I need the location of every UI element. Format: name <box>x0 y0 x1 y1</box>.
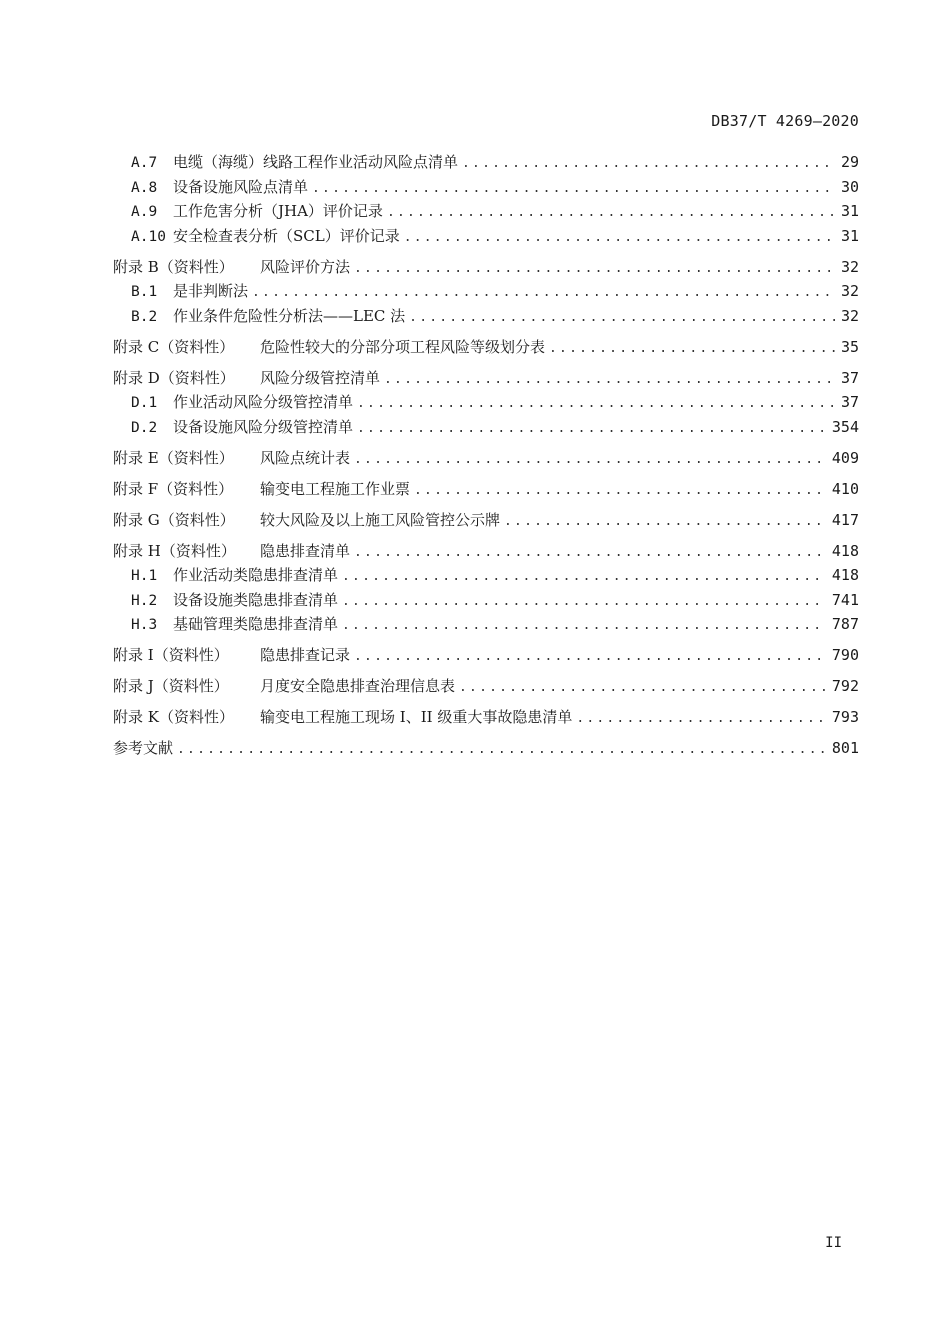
toc-entry-number: A.7 <box>131 155 158 171</box>
toc-entry-number: A.9 <box>131 204 158 220</box>
toc-page-number: 417 <box>831 510 859 529</box>
dot-leader <box>576 707 826 732</box>
toc-subentry[interactable] <box>113 612 859 637</box>
toc-appendix-entry[interactable] <box>113 508 859 533</box>
toc-page-number: 787 <box>831 615 859 633</box>
toc-entry-title: 隐患排查清单 <box>260 541 351 560</box>
toc-entry-title: 作业条件危险性分析法——LEC 法 <box>173 306 406 325</box>
toc-entry-heading <box>131 390 353 416</box>
toc-entry-title: 输变电工程施工现场 I、II 级重大事故隐患清单 <box>260 708 573 726</box>
toc-page-number: 790 <box>831 646 859 664</box>
toc-entry-title: 设备设施风险分级管控清单 <box>173 417 354 436</box>
toc-subentry[interactable] <box>113 199 859 224</box>
toc-entry-heading <box>113 477 410 502</box>
toc-page-number: 410 <box>831 479 859 498</box>
dot-leader <box>252 281 835 306</box>
dot-leader <box>354 257 835 282</box>
toc-appendix-label: 附录 B（资料性） <box>113 257 234 276</box>
toc-page-number: 31 <box>840 202 859 220</box>
toc-entry-title: 设备设施类隐患排查清单 <box>173 590 339 609</box>
toc-entry-title: 风险分级管控清单 <box>260 368 381 387</box>
toc-appendix-label: 附录 H（资料性） <box>113 541 236 560</box>
toc-appendix-entry[interactable] <box>113 446 859 471</box>
toc-entry-heading <box>131 612 338 638</box>
toc-entry-number: H.1 <box>131 568 158 584</box>
toc-entry-heading <box>131 563 338 589</box>
dot-leader <box>504 510 826 535</box>
toc-entry-number: B.2 <box>131 308 158 325</box>
toc-entry-number: H.3 <box>131 617 158 633</box>
toc-entry-title: 月度安全隐患排查治理信息表 <box>260 677 456 695</box>
toc-entry-heading <box>113 643 350 668</box>
page-number-footer: II <box>825 1235 842 1251</box>
toc-entry-heading <box>113 366 380 391</box>
toc-page-number: 37 <box>840 368 859 387</box>
toc-subentry[interactable] <box>113 279 859 304</box>
toc-page-number: 32 <box>840 282 859 300</box>
dot-leader <box>414 479 826 504</box>
toc-subentry[interactable] <box>113 588 859 613</box>
toc-page-number: 741 <box>831 590 859 609</box>
toc-entry-heading <box>113 705 572 730</box>
dot-leader <box>342 565 826 590</box>
toc-page-number: 801 <box>831 739 859 757</box>
toc-entry-title: 输变电工程施工作业票 <box>260 479 411 498</box>
toc-entry-heading <box>113 539 350 564</box>
toc-subentry[interactable] <box>113 390 859 415</box>
dot-leader <box>404 226 835 251</box>
dot-leader <box>312 177 835 202</box>
toc-entry-title: 风险点统计表 <box>260 448 351 467</box>
toc-entry-heading <box>113 446 350 471</box>
toc-subentry[interactable] <box>113 415 859 440</box>
toc-appendix-label: 附录 G（资料性） <box>113 510 235 529</box>
toc-appendix-entry[interactable] <box>113 366 859 391</box>
toc-appendix-entry[interactable] <box>113 643 859 668</box>
dot-leader <box>462 152 835 177</box>
toc-entry-number: D.2 <box>131 419 158 436</box>
toc-appendix-entry[interactable] <box>113 674 859 699</box>
toc-entry-title: 安全检查表分析（SCL）评价记录 <box>173 226 400 245</box>
dot-leader <box>354 645 826 670</box>
toc-appendix-entry[interactable] <box>113 705 859 730</box>
toc-entry-heading <box>131 588 338 614</box>
toc-entry-heading <box>113 255 350 280</box>
toc-page-number: 35 <box>840 337 859 356</box>
toc-appendix-label: 附录 C（资料性） <box>113 337 235 356</box>
toc-entry-heading <box>131 175 308 201</box>
toc-page-number: 32 <box>840 306 859 325</box>
toc-appendix-label: 附录 F（资料性） <box>113 479 234 498</box>
toc-page-number: 29 <box>840 153 859 171</box>
toc-entry-heading <box>113 674 455 699</box>
dot-leader <box>354 448 826 473</box>
dot-leader <box>357 392 835 417</box>
toc-entry-title: 危险性较大的分部分项工程风险等级划分表 <box>260 337 546 356</box>
toc-subentry[interactable] <box>113 563 859 588</box>
toc-entry-title: 作业活动风险分级管控清单 <box>173 393 354 411</box>
toc-entry-heading <box>113 736 173 761</box>
toc-subentry[interactable] <box>113 304 859 329</box>
toc-appendix-label: 附录 E（资料性） <box>113 448 234 467</box>
toc-page-number: 354 <box>831 417 859 436</box>
toc-entry-number: D.1 <box>131 395 158 411</box>
toc-page-number: 31 <box>840 226 859 245</box>
toc-entry-heading <box>131 279 248 305</box>
toc-appendix-label: 附录 K（资料性） <box>113 708 234 726</box>
toc-subentry[interactable] <box>113 175 859 200</box>
toc-entry-title: 较大风险及以上施工风险管控公示牌 <box>260 510 501 529</box>
toc-appendix-entry[interactable] <box>113 335 859 360</box>
dot-leader <box>409 306 835 331</box>
toc-entry-number: H.2 <box>131 592 158 609</box>
toc-entry-heading <box>131 304 405 330</box>
toc-page-number: 30 <box>840 177 859 196</box>
toc-appendix-label: 附录 I（资料性） <box>113 646 229 664</box>
dot-leader <box>384 368 835 393</box>
standard-code: DB37/T 4269—2020 <box>711 112 859 130</box>
toc-entry-heading <box>113 508 500 533</box>
toc-entry-heading <box>131 150 458 176</box>
dot-leader <box>354 541 826 566</box>
toc-entry-title: 隐患排查记录 <box>260 646 351 664</box>
toc-entry-title: 工作危害分析（JHA）评价记录 <box>173 202 383 220</box>
toc-appendix-entry[interactable] <box>113 477 859 502</box>
toc-page-number: 418 <box>831 566 859 584</box>
toc-page-number: 32 <box>840 257 859 276</box>
toc-page-number: 37 <box>840 393 859 411</box>
toc-appendix-label: 附录 D（资料性） <box>113 368 235 387</box>
toc-page-number: 792 <box>831 677 859 695</box>
toc-appendix-entry[interactable] <box>113 736 859 761</box>
toc-appendix-entry[interactable] <box>113 539 859 564</box>
toc-entry-title: 作业活动类隐患排查清单 <box>173 566 339 584</box>
toc-entry-number: A.10 <box>131 228 166 245</box>
toc-entry-title: 参考文献 <box>113 739 174 757</box>
dot-leader <box>549 337 835 362</box>
toc-entry-number: A.8 <box>131 179 158 196</box>
toc-entry-heading <box>131 224 400 250</box>
toc-entry-title: 基础管理类隐患排查清单 <box>173 615 339 633</box>
dot-leader <box>387 201 835 226</box>
dot-leader <box>459 676 826 701</box>
toc-entry-title: 是非判断法 <box>173 282 249 300</box>
toc-entry-heading <box>131 199 383 225</box>
toc-subentry[interactable] <box>113 224 859 249</box>
toc-entry-heading <box>113 335 545 360</box>
toc-page-number: 793 <box>831 708 859 726</box>
toc-appendix-entry[interactable] <box>113 255 859 280</box>
toc-subentry[interactable] <box>113 150 859 175</box>
dot-leader <box>177 738 826 763</box>
toc-entry-title: 设备设施风险点清单 <box>173 177 309 196</box>
toc-entry-title: 风险评价方法 <box>260 257 351 276</box>
toc-appendix-label: 附录 J（资料性） <box>113 677 229 695</box>
dot-leader <box>357 417 826 442</box>
toc-page-number: 409 <box>831 448 859 467</box>
toc-entry-title: 电缆（海缆）线路工程作业活动风险点清单 <box>173 153 459 171</box>
toc-page-number: 418 <box>831 541 859 560</box>
dot-leader <box>342 614 826 639</box>
table-of-contents <box>113 150 859 761</box>
dot-leader <box>342 590 826 615</box>
toc-entry-number: B.1 <box>131 284 158 300</box>
toc-entry-heading <box>131 415 353 441</box>
